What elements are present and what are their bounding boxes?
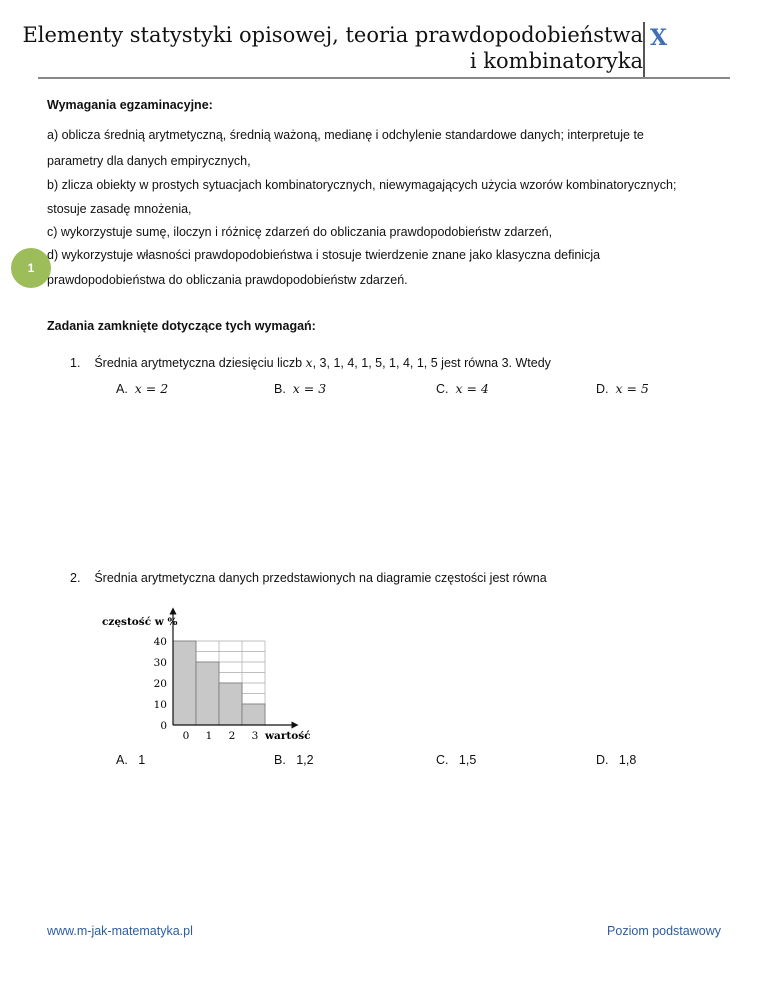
bar [242, 704, 265, 725]
y-tick-label: 0 [160, 720, 167, 732]
header-rule [38, 77, 730, 79]
option-letter: B. [274, 382, 286, 396]
q1-option-a[interactable] [116, 381, 168, 396]
option-letter: A. [116, 753, 128, 767]
question-text: Średnia arytmetyczna danych przedstawionych na diagramie częstości jest równa [94, 571, 547, 585]
option-letter: A. [116, 382, 128, 396]
option-value: 1 [138, 753, 146, 767]
bar [219, 683, 242, 725]
requirements-heading: Wymagania egzaminacyjne: [47, 98, 213, 112]
option-value: x = 2 [134, 381, 169, 396]
header-divider [643, 22, 645, 78]
y-axis-label: częstość w % [102, 616, 178, 628]
option-value: 1,8 [618, 753, 637, 767]
bar [173, 641, 196, 725]
bar [196, 662, 219, 725]
q2-option-a[interactable] [116, 753, 145, 767]
frequency-chart [95, 605, 335, 745]
chapter-number: X [650, 25, 668, 51]
requirement-line: parametry dla danych empirycznych, [47, 154, 251, 168]
question-2 [70, 571, 547, 585]
y-tick-label: 20 [153, 678, 167, 690]
option-value: x = 3 [292, 381, 327, 396]
y-tick-label: 10 [153, 699, 167, 711]
option-value: x = 5 [615, 381, 649, 396]
question-variable: x [305, 355, 313, 370]
option-letter: D. [596, 382, 609, 396]
option-letter: C. [436, 753, 449, 767]
question-text: , 3, 1, 4, 1, 5, 1, 4, 1, 5 jest równa 3. Wtedy [312, 356, 551, 370]
title-line-2: i kombinatoryka [469, 49, 643, 73]
option-value: 1,5 [458, 753, 477, 767]
page-number-badge: 1 [11, 248, 51, 288]
requirement-line: c) wykorzystuje sumę, iloczyn i różnicę zdarzeń do obliczania prawdopodobieństw zdarzeń, [47, 225, 553, 239]
tasks-heading: Zadania zamknięte dotyczące tych wymagań: [47, 319, 316, 333]
option-value: x = 4 [455, 381, 489, 396]
question-text: Średnia arytmetyczna dziesięciu liczb [94, 356, 306, 370]
question-number: 1. [70, 356, 81, 370]
y-tick-label: 40 [153, 636, 167, 648]
option-letter: B. [274, 753, 286, 767]
requirement-line: prawdopodobieństwa do obliczania prawdopodobieństw zdarzeń. [47, 273, 408, 287]
requirement-line: a) oblicza średnią arytmetyczną, średnią ważoną, medianę i odchylenie standardowe danych; interpretuje te [47, 128, 644, 142]
question-1 [70, 355, 551, 370]
footer-website-link[interactable]: www.m-jak-matematyka.pl [47, 924, 193, 938]
q1-option-c[interactable] [436, 381, 489, 396]
x-tick-label: 3 [251, 730, 259, 742]
requirement-line: b) zlicza obiekty w prostych sytuacjach kombinatorycznych, niewymagających użycia wzorów kombinatorycznych; [47, 178, 677, 192]
requirement-line: stosuje zasadę mnożenia, [47, 202, 192, 216]
option-value: 1,2 [296, 753, 314, 767]
q1-option-b[interactable] [274, 381, 326, 396]
option-letter: C. [436, 382, 449, 396]
q2-option-c[interactable] [436, 753, 476, 767]
q1-option-d[interactable] [596, 381, 649, 396]
x-axis-label: wartość [265, 730, 311, 742]
x-tick-label: 0 [182, 730, 190, 742]
requirement-line: d) wykorzystuje własności prawdopodobieństwa i stosuje twierdzenie znane jako klasyczna definicja [47, 248, 601, 262]
x-tick-label: 2 [228, 730, 236, 742]
option-letter: D. [596, 753, 609, 767]
y-tick-label: 30 [153, 657, 167, 669]
q2-option-b[interactable] [274, 753, 314, 767]
page-title [22, 22, 643, 74]
x-tick-label: 1 [205, 730, 213, 742]
q2-option-d[interactable] [596, 753, 636, 767]
title-line-1: Elementy statystyki opisowej, teoria prawdopodobieństwa [22, 23, 643, 47]
footer-level: Poziom podstawowy [607, 924, 721, 938]
question-number: 2. [70, 571, 81, 585]
